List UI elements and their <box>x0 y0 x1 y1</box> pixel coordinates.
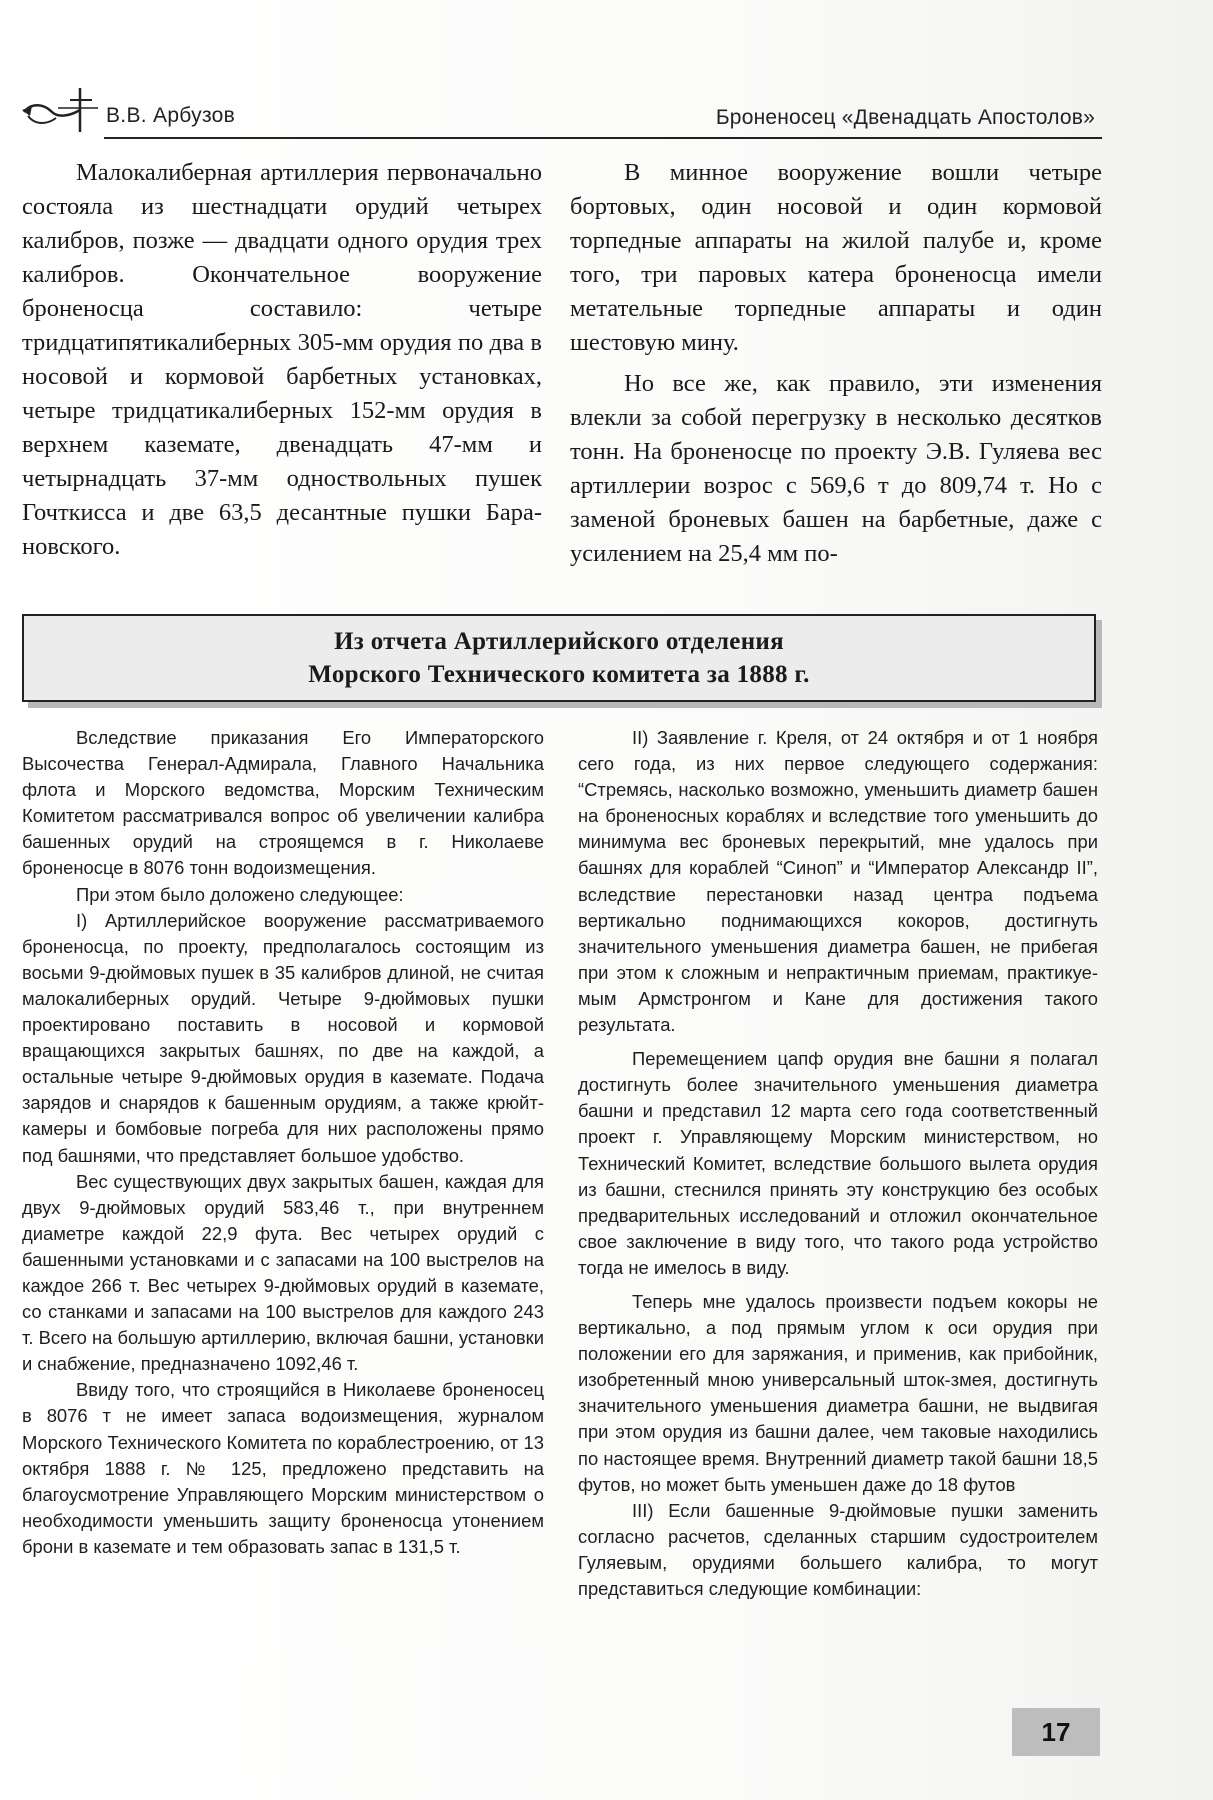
paragraph: Вследствие приказания Его Императорского Высочества Генерал-Адмирала, Главного Начальника флота и Морского ведомства, Морским Техническим Комитетом рассматривался вопрос об увеличении калибра башенных орудий на строящемся в г. Николаеве броненосце в 8076 тонн водоизмещения. <box>22 727 544 879</box>
page-number: 17 <box>1041 1716 1071 1747</box>
paragraph: Перемещением цапф орудия вне башни я полагал достигнуть более значительного уменьшения диаметра башни и представил 12 марта сего года соответственный проект г. Управляющему Морским министерством, но Технический Комитет, вследствие большого вылета орудия из башни, стеснился принять эту конструкцию без особых предварительных исследований и отложил окончательное свое заключение в виду того, что такого рода устройство тогда не имелось в виду. <box>578 1048 1098 1278</box>
upper-right-column <box>570 156 1102 571</box>
paragraph: I) Артиллерийское вооружение рассматриваемого броненосца, по проекту, предполагалось состоящим из восьми 9-дюймовых пушек в 35 калибров длиной, не считая малокалиберных орудий. Четыре 9-дюймовых пушки проектировано поставить в носовой и кормовой вращающихся закрытых башнях, по две на каждой, а остальные четыре 9-дюймовых орудия в каземате. Подача зарядов и снарядов к башенным орудиям, а также крюйт-камеры и бомбовые погреба для них расположены прямо под башнями, что представляет большое удобство. <box>22 909 544 1166</box>
report-heading-box <box>22 614 1096 702</box>
paragraph: При этом было доложено следующее: <box>76 883 404 905</box>
paragraph: Но все же, как правило, эти изменения влекли за собой перегрузку в несколько десятков тонн. На броненосце по проекту Э.В. Гуляева вес артиллерии возрос с 569,6 т до 809,74 т. Но с заменой броневых башен на барбетные, даже с усилением на 25,4 мм по- <box>570 370 1102 567</box>
author-name: В.В. Арбузов <box>106 104 236 127</box>
page-number-box <box>1012 1708 1100 1756</box>
paragraph: В минное вооружение вошли четыре бортовых, один носовой и один кормовой торпедные аппараты на жилой палубе и, кроме того, три паровых катера броненосца имели метательные торпедные аппараты и один шестовую мину. <box>570 159 1102 356</box>
paragraph: Вес существующих двух закрытых башен, каждая для двух 9-дюймовых орудий 583,46 т., при внутреннем диаметре каждой 22,9 фута. Вес четырех орудий с башенными установками и с запасами на 100 выстрелов на каждое 266 т. Вес четырех 9-дюймовых орудий в каземате, со станками и запасами на 100 выстрелов для каждого 243 т. Всего на большую артиллерию, включая башни, установки и снабжение, предназначено 1092,46 т. <box>22 1170 544 1375</box>
running-title: Броненосец «Двенадцать Апостолов» <box>715 106 1095 129</box>
upper-left-column <box>22 156 542 564</box>
lower-left-column <box>22 725 544 1560</box>
paragraph: Теперь мне удалось произвести подъем кокоры не вертикально, а под прямым углом к оси орудия при положении его для заряжания, и применив, как прибойник, изобретенный мною универсальный шток-змея, достигнуть значительного уменьшения диаметра башни, не выдвигая при этом орудия из башни далее, чем таковые находились по настоящее время. Внутренний диаметр такой башни 18,5 футов, но может быть уменьшен даже до 18 футов <box>578 1290 1098 1495</box>
report-heading-line-1: Из отчета Артиллерийского отделения <box>334 628 784 655</box>
paragraph: III) Если башенные 9-дюймовые пушки заменить согласно расчетов, сделанных старшим судостроителем Гуляевым, орудиями большего калибра, то могут представиться следующие комбинации: <box>578 1499 1098 1599</box>
quill-anchor-icon <box>18 82 102 136</box>
lower-right-column <box>578 725 1098 1602</box>
header-rule <box>104 137 1102 139</box>
report-heading-line-2: Морского Технического комитета за 1888 г. <box>308 661 810 688</box>
paragraph: Малокалиберная артиллерия первоначально состояла из шестнадцати орудий четырех калибров, позже — двадцати одного орудия трех калибров. Окончательное вооружение броненосца составило: четыре тридцатипятикалиберных 305-мм орудия по два в носовой и кормовой барбетных установках, четыре тридцатикалиберных 152-мм орудия в верхнем каземате, двенадцать 47-мм и четырнадцать 37-мм одноствольных пушек Гочткисса и две 63,5 десантные пушки Барановского. <box>22 159 542 560</box>
paragraph: II) Заявление г. Креля, от 24 октября и от 1 ноября сего года, из них первое следующего содержания: “Стремясь, насколько возможно, уменьшить диаметр башен на броненосных кораблях и вследствие того уменьшить до минимума вес броневых перекрытий, мне удалось при башнях для кораблей “Синоп” и “Император Александр II”, вследствие перестановки назад центра подъема вертикально поднимающихся кокоров, достигнуть значительного уменьшения диаметра башен, не прибегая при этом к сложным и непрактичным приемам, практикуемым Армстронгом и Кане для достижения такого результата. <box>578 727 1098 1036</box>
paragraph: Ввиду того, что строящийся в Николаеве броненосец в 8076 т не имеет запаса водоизмещения, журналом Морского Технического Комитета по кораблестроению, от 13 октября 1888 г. № 125, предложено представить на благоусмотрение Управляющего Морским министерством о необходимости уменьшить защиту броненосца утонением брони в каземате и тем образовать запас в 131,5 т. <box>22 1379 544 1557</box>
